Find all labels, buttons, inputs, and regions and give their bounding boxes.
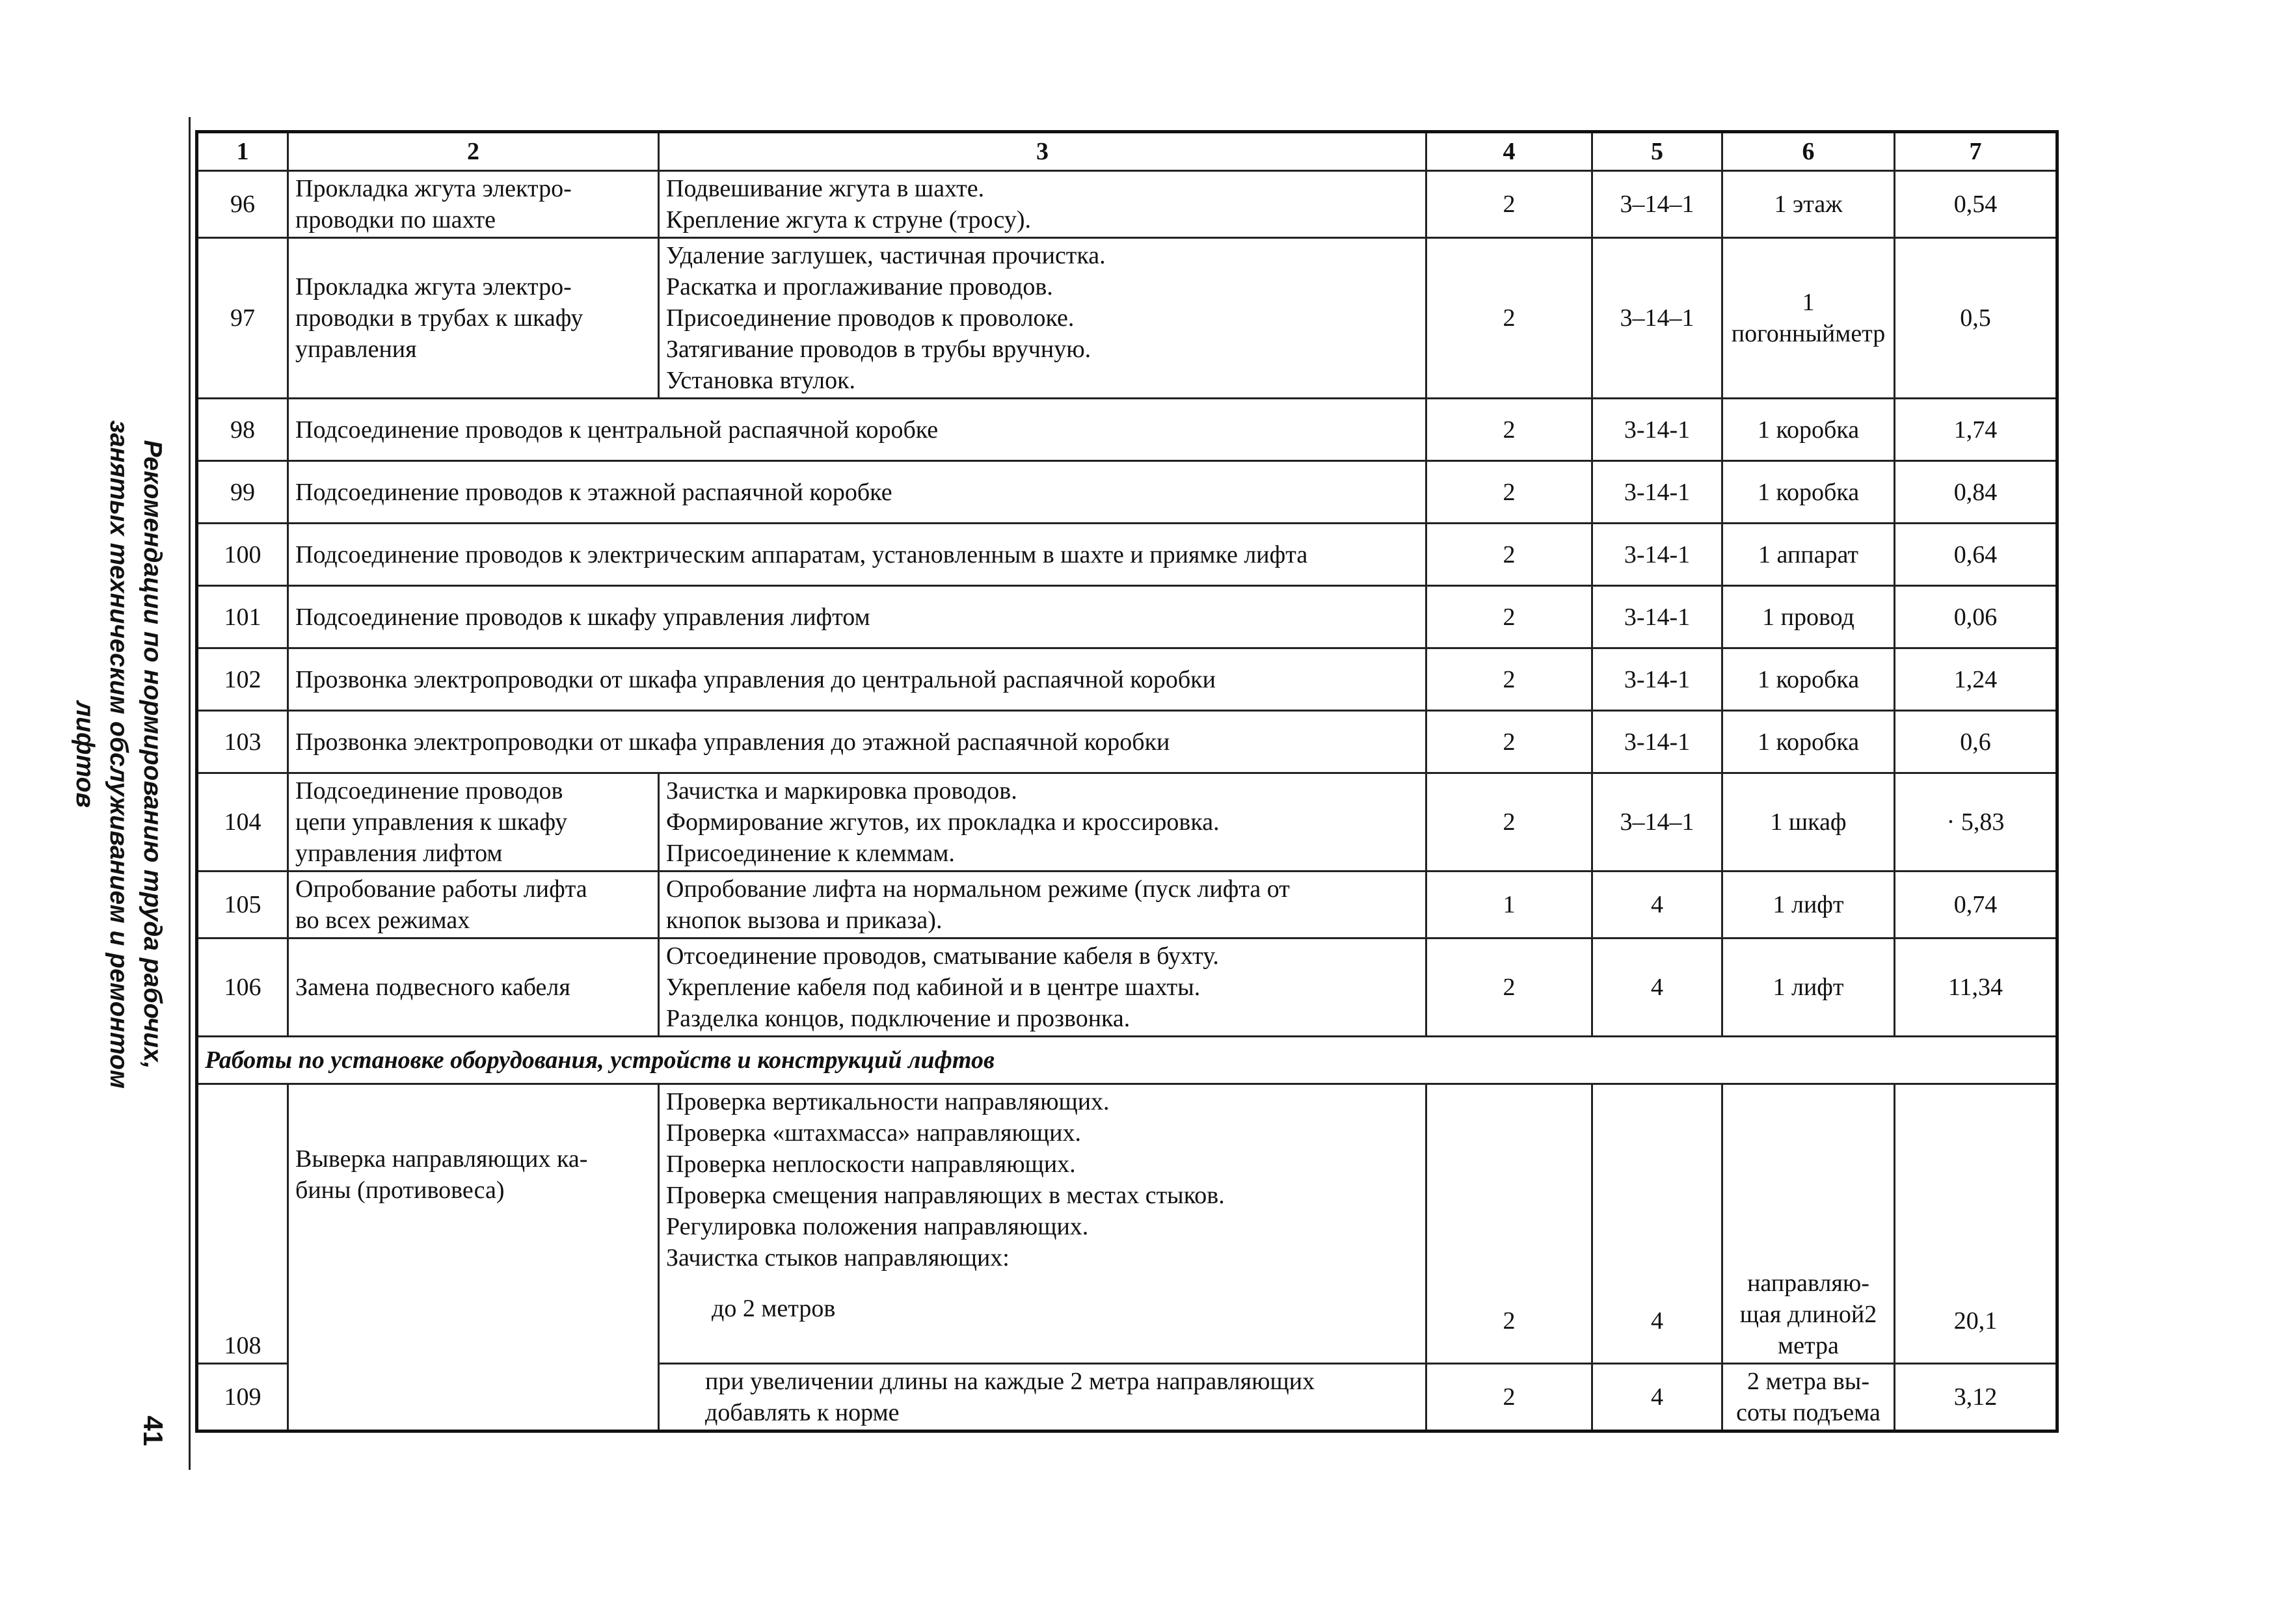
row-number: 97 — [197, 238, 288, 399]
worker-grade — [1592, 773, 1722, 872]
section-title: Работы по установке оборудования, устройств и конструкций лифтов — [197, 1037, 2057, 1084]
cell-line: 1 аппарат — [1758, 540, 1858, 568]
cell-line: соты подъема — [1736, 1399, 1881, 1426]
time-norm: 20,1 — [1895, 1084, 2057, 1364]
cell-line: 1 лифт — [1773, 974, 1844, 1001]
worker-grade — [1592, 238, 1722, 399]
running-title-line1: Рекомендации по нормированию труда рабочих, — [139, 440, 167, 1069]
time-norm: 1,24 — [1895, 648, 2057, 711]
column-header: 2 — [288, 132, 659, 171]
cell-line: проводки по шахте — [295, 206, 496, 233]
cell-line: Установка втулок. — [666, 367, 856, 394]
row-number: 100 — [197, 524, 288, 586]
row-number: 96 — [197, 171, 288, 238]
time-norm: 3,12 — [1895, 1364, 2057, 1431]
subitem-label: до 2 метров — [712, 1295, 836, 1322]
cell-line: 2 метра — [1778, 1301, 1877, 1359]
worker-grade — [1592, 648, 1722, 711]
cell-line: 3–1 — [1620, 304, 1657, 332]
row-number: 99 — [197, 461, 288, 524]
cell-line: 4-1 — [1657, 478, 1691, 506]
running-title — [65, 397, 169, 1112]
cell-line: проводки в трубах к шкафу — [295, 304, 583, 332]
work-name — [288, 171, 659, 238]
workers-count: 1 — [1426, 872, 1592, 938]
table-row — [197, 238, 2057, 399]
work-name: Подсоединение проводов к шкафу управления лифтом — [288, 586, 1426, 648]
cell-line: Удаление заглушек, частичная прочистка. — [666, 242, 1106, 269]
worker-grade — [1592, 399, 1722, 461]
norms-table — [195, 130, 2059, 1433]
cell-line: метр — [1835, 320, 1886, 347]
table-row — [197, 773, 2057, 872]
table-row — [197, 648, 2057, 711]
cell-line: Проверка «штахмасса» направляющих. — [666, 1119, 1081, 1147]
cell-line: Проверка вертикальности направляющих. — [666, 1088, 1110, 1115]
workers-count: 2 — [1426, 773, 1592, 872]
measure-unit — [1722, 399, 1895, 461]
column-header: 1 — [197, 132, 288, 171]
cell-line: Прокладка жгута электро- — [295, 175, 572, 202]
workers-count: 2 — [1426, 711, 1592, 773]
section-row — [197, 1037, 2057, 1084]
workers-count: 2 — [1426, 586, 1592, 648]
table-row — [197, 171, 2057, 238]
worker-grade — [1592, 461, 1722, 524]
workers-count: 2 — [1426, 461, 1592, 524]
cell-line: Затягивание проводов в трубы вручную. — [666, 336, 1091, 363]
work-name — [288, 773, 659, 872]
work-name — [288, 238, 659, 399]
row-number: 101 — [197, 586, 288, 648]
cell-line: Зачистка и маркировка проводов. — [666, 777, 1017, 805]
cell-line: 4 — [1651, 891, 1663, 918]
column-header: 3 — [659, 132, 1426, 171]
measure-unit — [1722, 586, 1895, 648]
worker-grade — [1592, 872, 1722, 938]
cell-line: Присоединение проводов к проволоке. — [666, 304, 1075, 332]
cell-line: 1 шкаф — [1770, 808, 1847, 836]
cell-line: 1 погонный — [1731, 289, 1836, 347]
workers-count: 2 — [1426, 648, 1592, 711]
cell-line: кнопок вызова и приказа). — [666, 907, 943, 934]
cell-line: Проверка смещения направляющих в местах стыков. — [666, 1182, 1225, 1209]
cell-line: 1 этаж — [1774, 191, 1843, 218]
work-name: Прозвонка электропроводки от шкафа управления до этажной распаячной коробки — [288, 711, 1426, 773]
work-name: Прозвонка электропроводки от шкафа управления до центральной распаячной коробки — [288, 648, 1426, 711]
work-description — [659, 238, 1426, 399]
row-number: 106 — [197, 938, 288, 1037]
workers-count: 2 — [1426, 1364, 1592, 1431]
cell-line: 3–1 — [1620, 808, 1657, 836]
cell-line: 4-1 — [1657, 728, 1691, 756]
cell-line: 1 коробка — [1757, 478, 1860, 506]
work-name — [288, 1084, 659, 1431]
table-row — [197, 711, 2057, 773]
work-name — [288, 872, 659, 938]
worker-grade — [1592, 171, 1722, 238]
time-norm: 0,6 — [1895, 711, 2057, 773]
cell-line: 1 коробка — [1757, 665, 1860, 693]
row-number: 103 — [197, 711, 288, 773]
row-number: 102 — [197, 648, 288, 711]
cell-line: Крепление жгута к струне (тросу). — [666, 206, 1031, 233]
measure-unit — [1722, 238, 1895, 399]
table-row — [197, 399, 2057, 461]
work-name: Подсоединение проводов к этажной распаячной коробке — [288, 461, 1426, 524]
work-description — [659, 773, 1426, 872]
cell-line: 3-1 — [1624, 416, 1657, 444]
cell-line: Формирование жгутов, их прокладка и кроссировка. — [666, 808, 1220, 836]
workers-count: 2 — [1426, 238, 1592, 399]
cell-line: Разделка концов, подключение и прозвонка. — [666, 1005, 1131, 1032]
column-header: 5 — [1592, 132, 1722, 171]
measure-unit — [1722, 171, 1895, 238]
worker-grade: 4 — [1592, 1084, 1722, 1364]
cell-line: щая длиной — [1739, 1301, 1865, 1328]
work-description — [659, 171, 1426, 238]
cell-line: бины (противовеса) — [295, 1177, 505, 1204]
cell-line: управления лифтом — [295, 840, 503, 867]
page-number: 41 — [138, 1415, 168, 1446]
cell-line: 4-1 — [1657, 665, 1691, 693]
cell-line: Укрепление кабеля под кабиной и в центре шахты. — [666, 974, 1201, 1001]
time-norm: 11,34 — [1895, 938, 2057, 1037]
cell-line: 2 метра вы- — [1747, 1368, 1869, 1395]
cell-line: Зачистка стыков направляющих: — [666, 1244, 1010, 1271]
cell-line: Раскатка и проглаживание проводов. — [666, 273, 1053, 300]
row-number: 98 — [197, 399, 288, 461]
worker-grade: 4 — [1592, 1364, 1722, 1431]
cell-line: 3-1 — [1624, 540, 1657, 568]
measure-unit — [1722, 1084, 1895, 1364]
work-description — [659, 1084, 1426, 1364]
work-name: Подсоединение проводов к центральной распаячной коробке — [288, 399, 1426, 461]
time-norm: 0,84 — [1895, 461, 2057, 524]
cell-line: добавлять к норме — [705, 1399, 900, 1426]
measure-unit — [1722, 1364, 1895, 1431]
margin-rule — [189, 117, 191, 1470]
cell-line: 3-1 — [1624, 665, 1657, 693]
workers-count: 2 — [1426, 938, 1592, 1037]
time-norm: · 5,83 — [1895, 773, 2057, 872]
work-name — [288, 938, 659, 1037]
table-row — [197, 872, 2057, 938]
cell-line: во всех режимах — [295, 907, 470, 934]
work-description — [659, 1364, 1426, 1431]
column-header: 6 — [1722, 132, 1895, 171]
worker-grade — [1592, 711, 1722, 773]
cell-line: направляю- — [1747, 1270, 1869, 1297]
cell-line: 3-1 — [1624, 728, 1657, 756]
cell-line: 4–1 — [1657, 304, 1694, 332]
time-norm: 0,64 — [1895, 524, 2057, 586]
cell-line: Замена подвесного кабеля — [295, 974, 570, 1001]
cell-line: 4-1 — [1657, 416, 1691, 444]
cell-line: Присоединение к клеммам. — [666, 840, 955, 867]
worker-grade — [1592, 586, 1722, 648]
workers-count: 2 — [1426, 1084, 1592, 1364]
work-description — [659, 938, 1426, 1037]
row-number: 108 — [197, 1084, 288, 1364]
workers-count: 2 — [1426, 171, 1592, 238]
table-row — [197, 524, 2057, 586]
measure-unit — [1722, 773, 1895, 872]
measure-unit — [1722, 461, 1895, 524]
cell-line: Отсоединение проводов, сматывание кабеля в бухту. — [666, 942, 1219, 970]
cell-line: 4 — [1651, 974, 1663, 1001]
table-row — [197, 586, 2057, 648]
time-norm: 0,74 — [1895, 872, 2057, 938]
cell-line: Регулировка положения направляющих. — [666, 1213, 1089, 1240]
table-row — [197, 461, 2057, 524]
time-norm: 0,06 — [1895, 586, 2057, 648]
measure-unit — [1722, 711, 1895, 773]
table-row — [197, 938, 2057, 1037]
column-header: 4 — [1426, 132, 1592, 171]
table-row — [197, 1084, 2057, 1364]
worker-grade — [1592, 938, 1722, 1037]
work-description — [659, 872, 1426, 938]
workers-count: 2 — [1426, 524, 1592, 586]
cell-line: Прокладка жгута электро- — [295, 273, 572, 300]
cell-line: 3–1 — [1620, 191, 1657, 218]
cell-line: 1 коробка — [1757, 728, 1860, 756]
worker-grade — [1592, 524, 1722, 586]
cell-line: Опробование лифта на нормальном режиме (пуск лифта от — [666, 875, 1290, 903]
cell-line: цепи управления к шкафу — [295, 808, 568, 836]
cell-line: Подвешивание жгута в шахте. — [666, 175, 985, 202]
cell-line: 1 провод — [1762, 603, 1854, 631]
cell-line: 3-1 — [1624, 603, 1657, 631]
measure-unit — [1722, 524, 1895, 586]
cell-line: Выверка направляющих ка- — [295, 1145, 588, 1173]
cell-line: Проверка неплоскости направляющих. — [666, 1151, 1076, 1178]
cell-line: при увеличении длины на каждые 2 метра направляющих — [705, 1368, 1315, 1395]
time-norm: 1,74 — [1895, 399, 2057, 461]
cell-line: Подсоединение проводов — [295, 777, 563, 805]
row-number: 105 — [197, 872, 288, 938]
row-number: 104 — [197, 773, 288, 872]
time-norm: 0,5 — [1895, 238, 2057, 399]
cell-line: 4-1 — [1657, 540, 1691, 568]
running-title-line2: занятых техническим обслуживанием и ремонтом лифтов — [71, 420, 133, 1089]
work-name: Подсоединение проводов к электрическим аппаратам, установленным в шахте и приямке лифта — [288, 524, 1426, 586]
measure-unit — [1722, 872, 1895, 938]
cell-line: 1 лифт — [1773, 891, 1844, 918]
cell-line: 4–1 — [1657, 191, 1694, 218]
cell-line: управления — [295, 336, 417, 363]
time-norm: 0,54 — [1895, 171, 2057, 238]
cell-line: 3-1 — [1624, 478, 1657, 506]
cell-line: 4–1 — [1657, 808, 1694, 836]
header-row — [197, 132, 2057, 171]
column-header: 7 — [1895, 132, 2057, 171]
cell-line: 1 коробка — [1757, 416, 1860, 444]
workers-count: 2 — [1426, 399, 1592, 461]
measure-unit — [1722, 648, 1895, 711]
cell-line: 4-1 — [1657, 603, 1691, 631]
measure-unit — [1722, 938, 1895, 1037]
row-number: 109 — [197, 1364, 288, 1431]
cell-line: Опробование работы лифта — [295, 875, 587, 903]
